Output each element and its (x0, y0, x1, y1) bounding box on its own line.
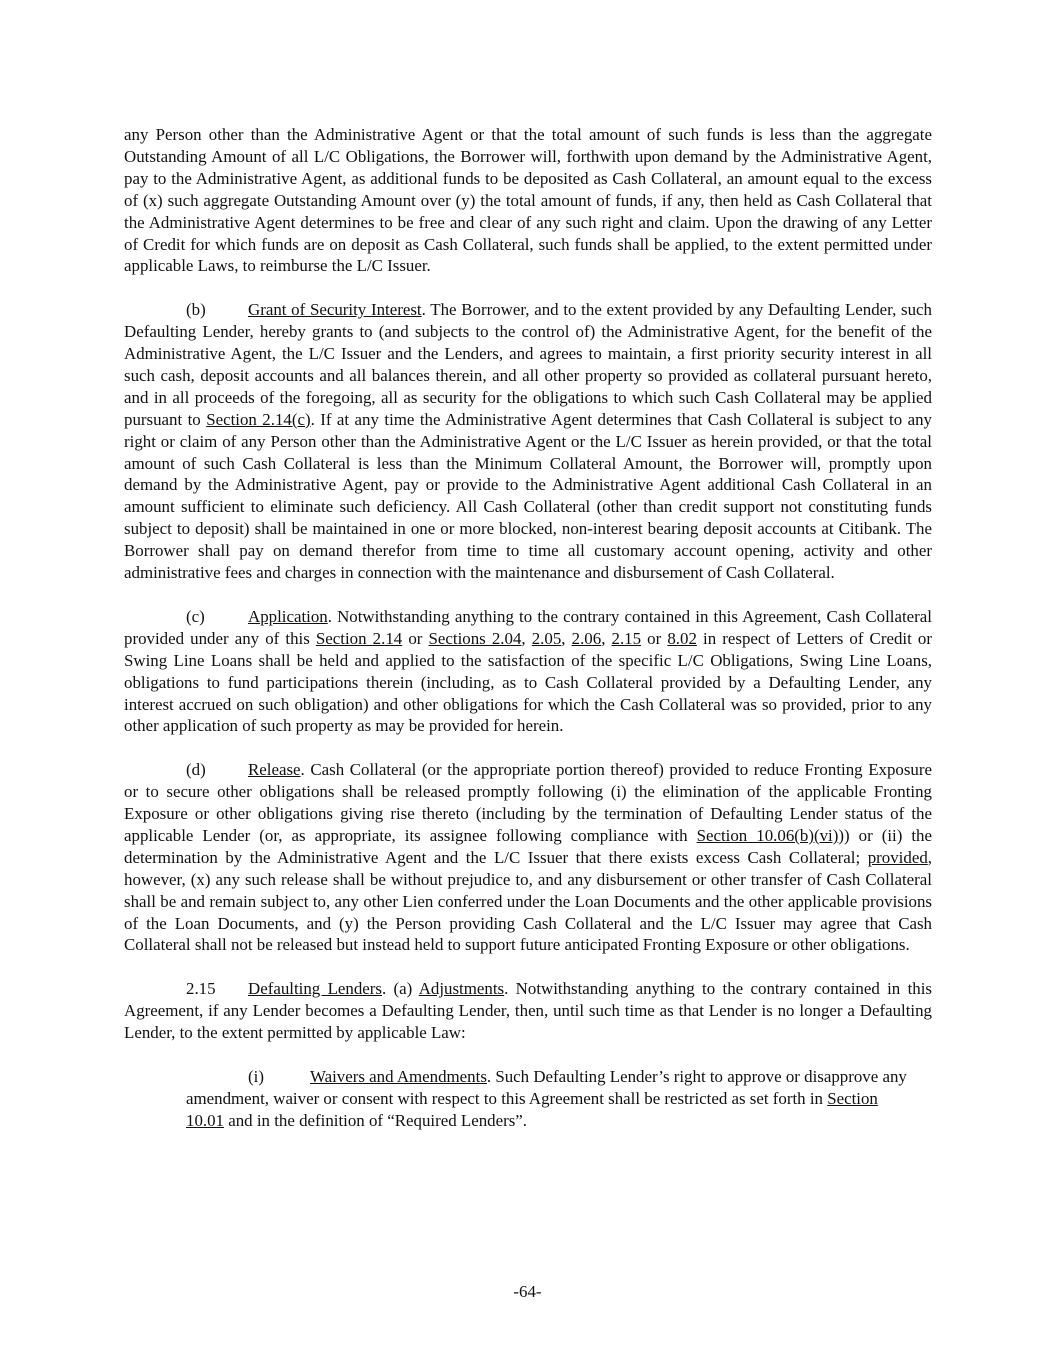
section-i-paragraph (186, 1066, 916, 1132)
page-number: -64- (513, 1282, 542, 1301)
paragraph-text: or (641, 628, 668, 648)
paragraph-text: and in the definition of “Required Lenders”. (224, 1110, 528, 1130)
section-label: (i) (248, 1066, 264, 1086)
document-page (124, 124, 932, 1132)
section-heading: Waivers and Amendments (310, 1066, 487, 1086)
paragraph-text: , (601, 628, 612, 648)
cross-reference: 2.05 (531, 628, 562, 648)
section-heading: Application (248, 606, 328, 626)
section-b-paragraph (124, 299, 932, 584)
section-c-paragraph (124, 606, 932, 737)
cross-reference: Sections 2.04 (428, 628, 522, 648)
section-label: (d) (186, 760, 206, 780)
cross-reference: Section 10.01 (186, 1088, 878, 1130)
paragraph-text: . Notwithstanding anything to the contrary contained in this Agreement, if any Lender becomes a Defaulting Lender, then, until such time as that Lender is no longer a Defaulting Lender, to the extent permitted by applicable Law: (124, 979, 932, 1043)
paragraph-text: in respect of Letters of Credit or Swing Line Loans shall be held and applied to the satisfaction of the specific L/C Obligations, Swing Line Loans, obligations to fund participations therein (including, as to Cash Collateral provided by a Defaulting Lender, any interest accrued on such obligation) and other obligations for which the Cash Collateral was so provided, prior to any other application of such property as may be provided for herein. (124, 628, 932, 736)
cross-reference: 2.15 (611, 628, 642, 648)
section-label: (c) (186, 606, 205, 626)
paragraph-text: . Such Defaulting Lender’s right to approve or disapprove any amendment, waiver or consent with respect to this Agreement shall be restricted as set forth in (186, 1066, 907, 1108)
paragraph-text: , (521, 628, 532, 648)
paragraph-text: , (561, 628, 572, 648)
section-heading: Defaulting Lenders (248, 979, 382, 999)
paragraph-text: )) or (ii) the determination by the Administrative Agent and the L/C Issuer that there exists excess Cash Collateral; (124, 825, 932, 867)
section-heading: Grant of Security Interest (248, 300, 422, 320)
paragraph-text: . The Borrower, and to the extent provided by any Defaulting Lender, such Defaulting Lender, hereby grants to (and subjects to the control of) the Administrative Agent, for the benefit of the Administrative Agent, the L/C Issuer and the Lenders, and agrees to maintain, a first priority security interest in all such cash, deposit accounts and all balances therein, and all other property so provided as collateral pursuant hereto, and in all proceeds of the foregoing, all as security for the obligations to which such Cash Collateral may be applied pursuant to (124, 300, 932, 429)
cross-reference: 8.02 (667, 628, 697, 648)
paragraph-text: . Cash Collateral (or the appropriate portion thereof) provided to reduce Fronting Exposure or to secure other obligations shall be released promptly following (i) the elimination of the applicable Fronting Exposure or other obligations giving rise thereto (including by the termination of Defaulting Lender status of the applicable Lender (or, as appropriate, its assignee following compliance with (124, 760, 932, 845)
section-label: 2.15 (186, 979, 216, 999)
cross-reference: Section 10.06(b)(vi) (696, 825, 839, 845)
proviso-term: provided (867, 847, 928, 867)
section-label: (b) (186, 300, 206, 320)
paragraph-text: any Person other than the Administrative Agent or that the total amount of such funds is less than the aggregate Outstanding Amount of all L/C Obligations, the Borrower will, forthwith upon demand by the Administrative Agent, pay to the Administrative Agent, as additional funds to be deposited as Cash Collateral, an amount equal to the excess of (x) such aggregate Outstanding Amount over (y) the total amount of funds, if any, then held as Cash Collateral that the Administrative Agent determines to be free and clear of any such right and claim. Upon the drawing of any Letter of Credit for which funds are on deposit as Cash Collateral, such funds shall be applied, to the extent permitted under applicable Laws, to reimburse the L/C Issuer. (124, 125, 932, 276)
continuation-paragraph (124, 124, 932, 277)
section-heading: Release (248, 760, 301, 780)
cross-reference: Section 2.14(c) (206, 409, 311, 429)
section-d-paragraph (124, 759, 932, 956)
cross-reference: Section 2.14 (315, 628, 403, 648)
paragraph-text: or (402, 628, 429, 648)
cross-reference: 2.06 (571, 628, 602, 648)
subsection-heading: Adjustments (418, 979, 505, 999)
paragraph-text: , however, (x) any such release shall be without prejudice to, and any disbursement or other transfer of Cash Collateral shall be and remain subject to, any other Lien conferred under the Loan Documents and the other applicable provisions of the Loan Documents, and (y) the Person providing Cash Collateral and the L/C Issuer may agree that Cash Collateral shall not be released but instead held to support future anticipated Fronting Exposure or other obligations. (124, 847, 932, 955)
paragraph-text: . Notwithstanding anything to the contrary contained in this Agreement, Cash Collateral provided under any of this (124, 606, 932, 648)
paragraph-text: . If at any time the Administrative Agent determines that Cash Collateral is subject to any right or claim of any Person other than the Administrative Agent or the L/C Issuer as herein provided, or that the total amount of such Cash Collateral is less than the Minimum Collateral Amount, the Borrower will, promptly upon demand by the Administrative Agent, pay or provide to the Administrative Agent additional Cash Collateral in an amount sufficient to eliminate such deficiency. All Cash Collateral (other than credit support not constituting funds subject to deposit) shall be maintained in one or more blocked, non-interest bearing deposit accounts at Citibank. The Borrower shall pay on demand therefor from time to time all customary account opening, activity and other administrative fees and charges in connection with the maintenance and disbursement of Cash Collateral. (124, 409, 932, 583)
paragraph-text: . (a) (381, 979, 419, 999)
section-2-15-paragraph (124, 978, 932, 1044)
